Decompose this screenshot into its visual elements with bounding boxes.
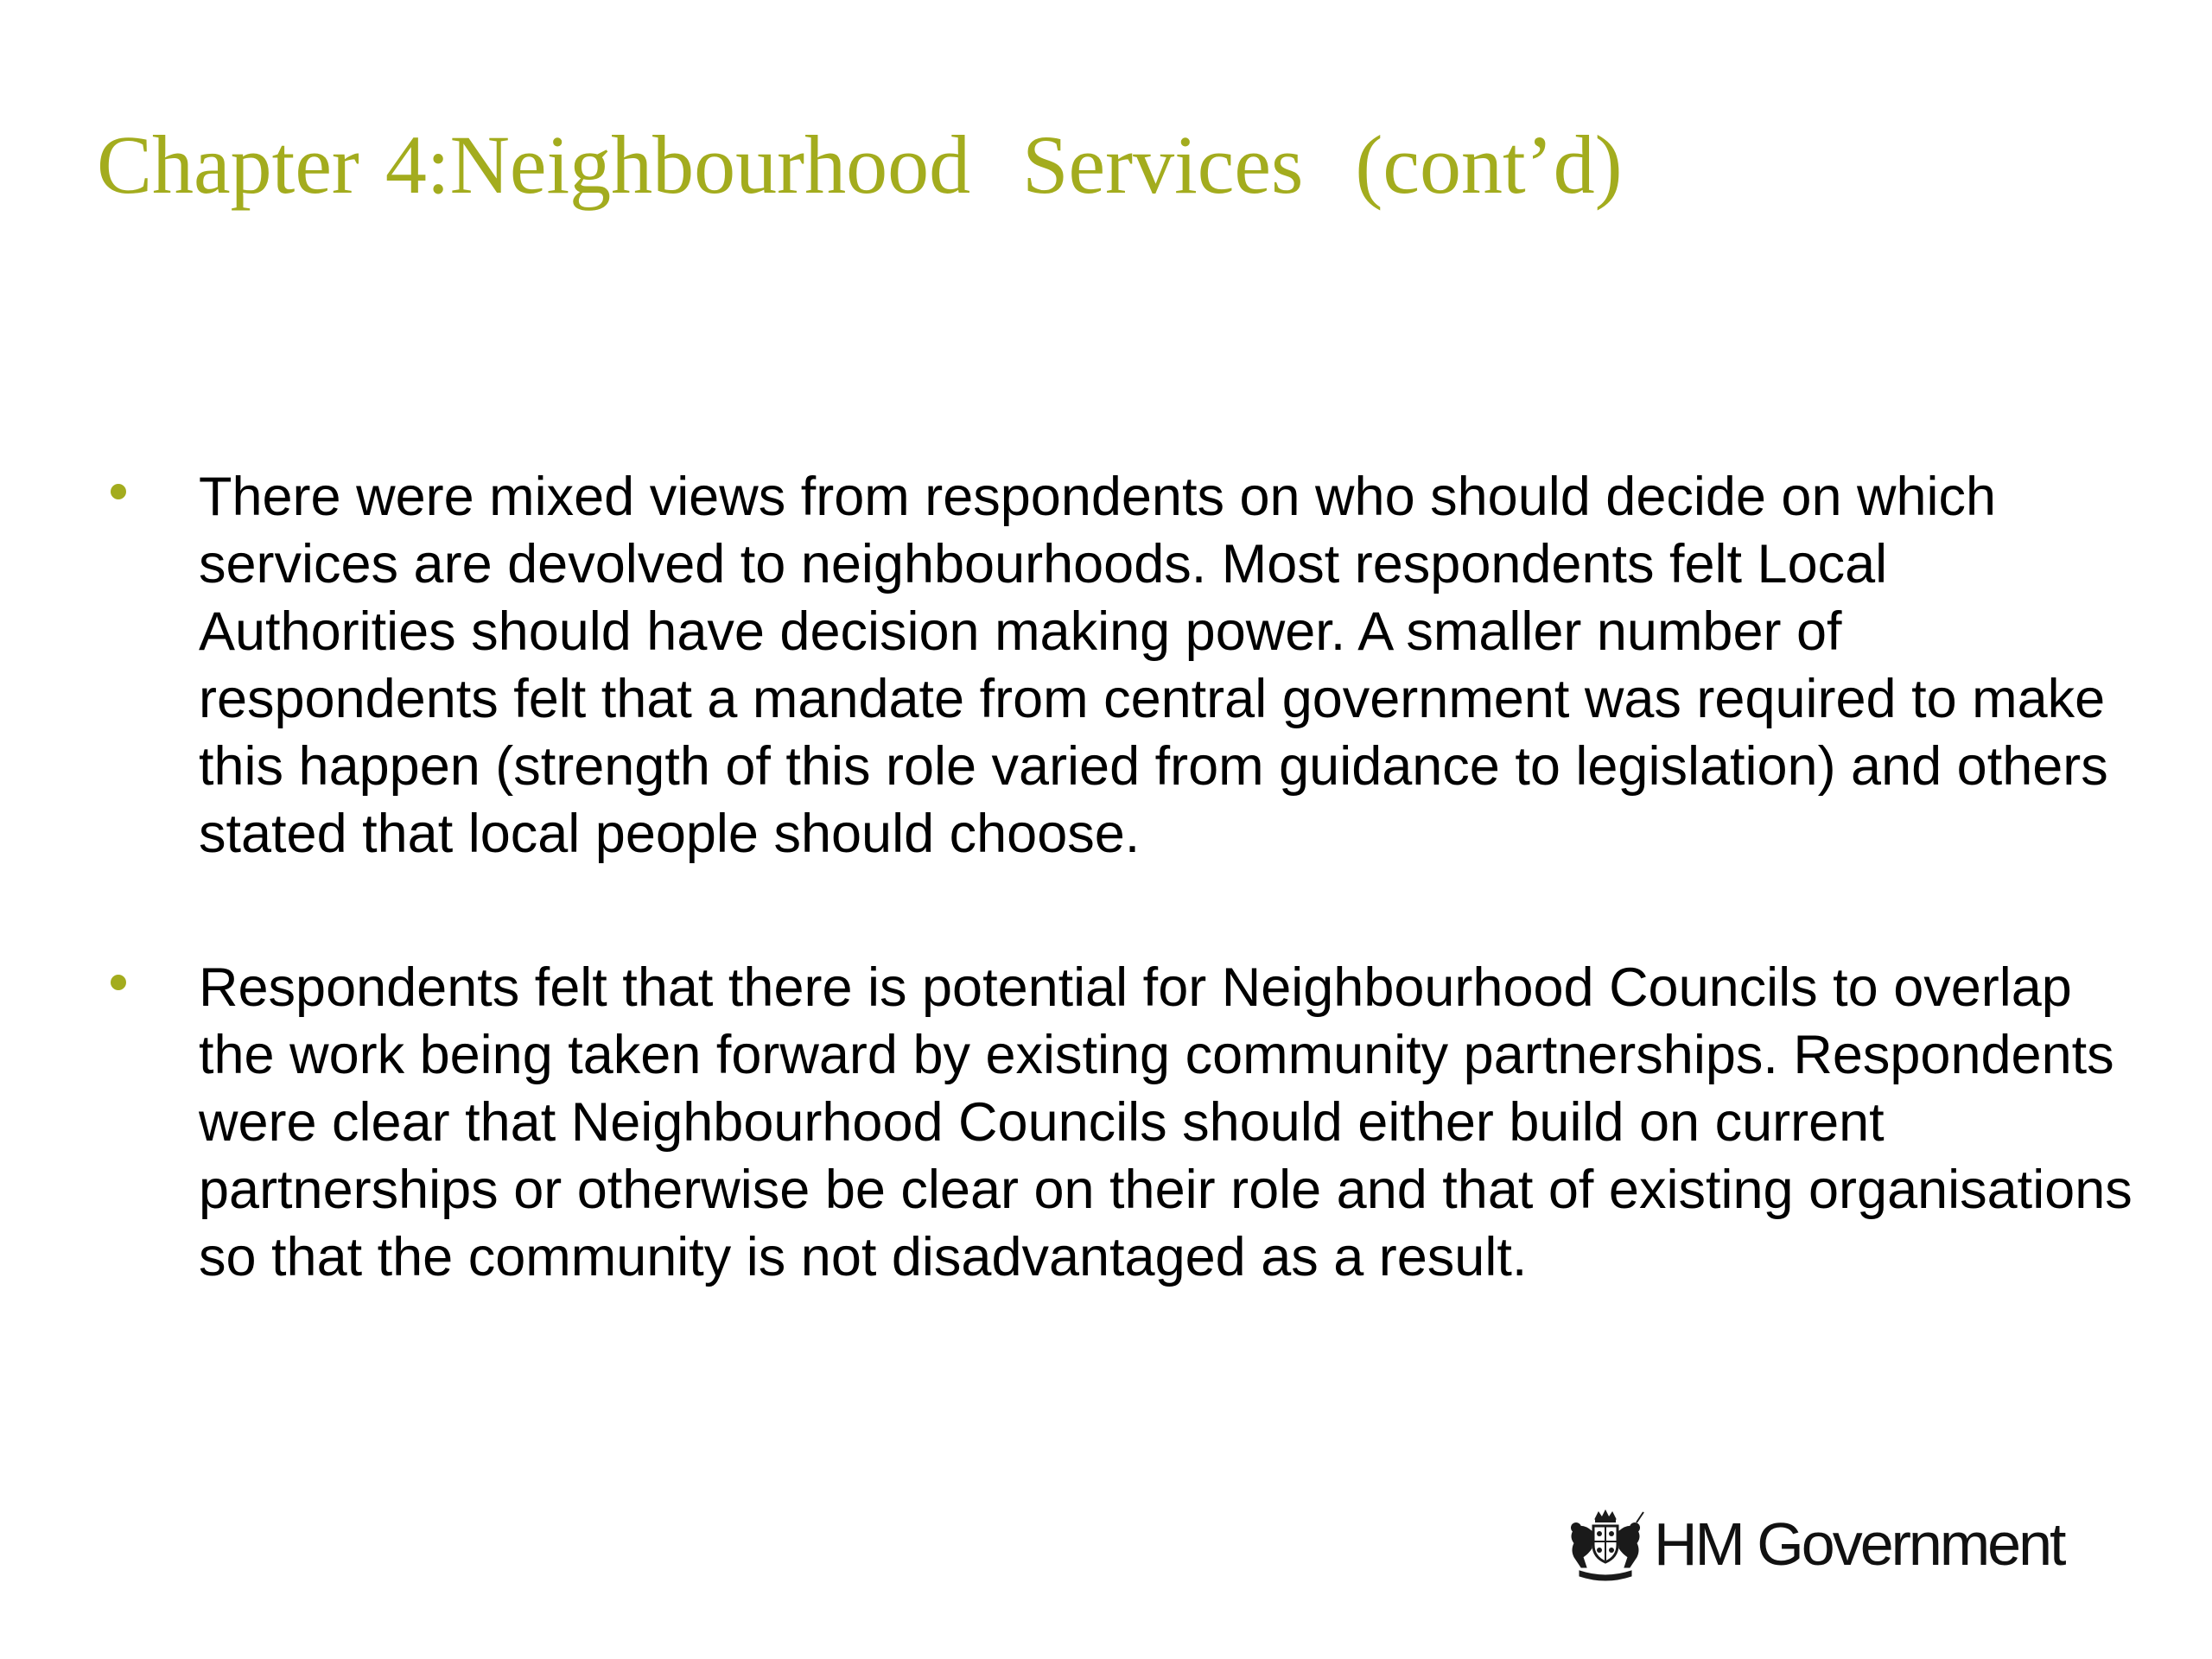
slide-title: Chapter 4:Neighbourhood Services (cont’d) xyxy=(97,118,1623,211)
bullet-item xyxy=(109,954,2148,1291)
hm-government-logo xyxy=(1562,1505,2063,1583)
bullet-text: There were mixed views from respondents on who should decide on which services are devolved to neighbourhoods. Most respondents felt Local Authorities should have decision making power. A smaller number of respondents felt that a mandate from central government was required to make this happen (strength of this role varied from guidance to legislation) and others stated that local people should choose. xyxy=(199,467,2108,864)
bullet-list xyxy=(109,463,2148,1377)
bullet-dot-icon xyxy=(111,484,126,499)
bullet-item xyxy=(109,463,2148,868)
royal-crest-icon xyxy=(1562,1507,1649,1581)
bullet-text: Respondents felt that there is potential for Neighbourhood Councils to overlap the work being taken forward by existing community partnerships. Respondents were clear that Neighbourhood Councils should either build on current partnerships or otherwise be clear on their role and that of existing organisations so that the community is not disadvantaged as a result. xyxy=(199,957,2133,1287)
bullet-dot-icon xyxy=(111,975,126,990)
logo-text: HM Government xyxy=(1654,1510,2064,1578)
